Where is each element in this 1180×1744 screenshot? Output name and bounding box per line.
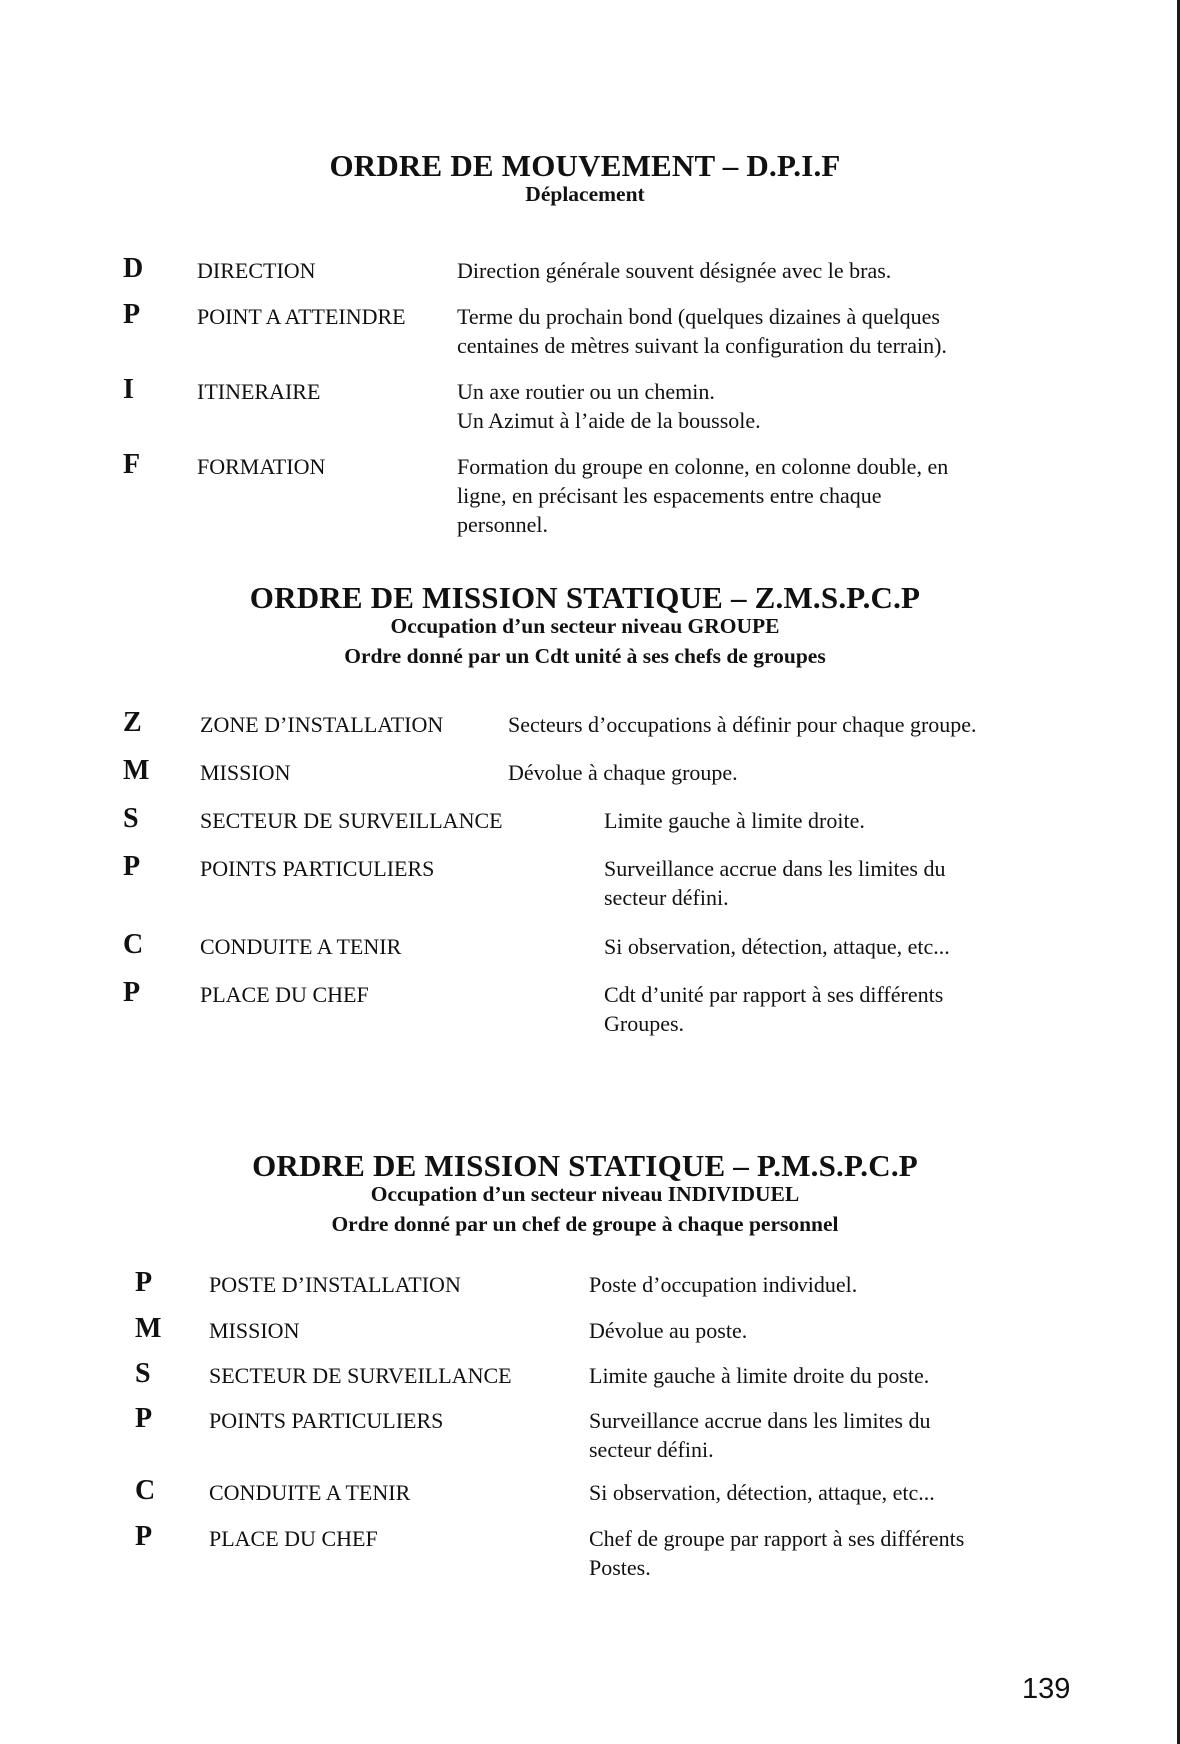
row-term: POINT A ATTEINDRE bbox=[197, 304, 406, 329]
row-term: SECTEUR DE SURVEILLANCE bbox=[200, 808, 503, 833]
section-title: ORDRE DE MOUVEMENT – D.P.I.F bbox=[329, 148, 841, 183]
table-row bbox=[0, 977, 1170, 1044]
row-letter: P bbox=[123, 977, 141, 1008]
row-term: POSTE D’INSTALLATION bbox=[209, 1272, 461, 1297]
row-description: Terme du prochain bond (quelques dizaines à quelques centaines de mètres suivant la configuration du terrain). bbox=[457, 304, 947, 358]
row-description: Surveillance accrue dans les limites du secteur défini. bbox=[604, 856, 946, 910]
section-heading-pmspcp bbox=[0, 1148, 1170, 1239]
row-letter: S bbox=[135, 1358, 151, 1389]
row-term: ITINERAIRE bbox=[197, 379, 321, 404]
row-description: Limite gauche à limite droite du poste. bbox=[589, 1363, 930, 1388]
row-description: Surveillance accrue dans les limites du secteur défini. bbox=[589, 1408, 931, 1462]
row-term: FORMATION bbox=[197, 454, 326, 479]
row-description: Dévolue à chaque groupe. bbox=[508, 760, 738, 785]
row-letter: M bbox=[135, 1313, 162, 1344]
page-number: 139 bbox=[1022, 1673, 1071, 1705]
row-letter: F bbox=[123, 449, 141, 480]
row-term: CONDUITE A TENIR bbox=[209, 1480, 411, 1505]
row-term: SECTEUR DE SURVEILLANCE bbox=[209, 1363, 512, 1388]
section-heading-dpif bbox=[0, 148, 1170, 209]
row-description: Un axe routier ou un chemin. Un Azimut à l’aide de la boussole. bbox=[457, 379, 761, 433]
row-description: Si observation, détection, attaque, etc... bbox=[604, 934, 950, 959]
row-letter: D bbox=[123, 253, 144, 284]
row-term: POINTS PARTICULIERS bbox=[209, 1408, 444, 1433]
row-term: DIRECTION bbox=[197, 258, 316, 283]
section-subtitle: Ordre donné par un Cdt unité à ses chefs de groupes bbox=[344, 644, 826, 668]
table-row bbox=[0, 1403, 1170, 1470]
row-description: Cdt d’unité par rapport à ses différents Groupes. bbox=[604, 982, 944, 1036]
row-term: CONDUITE A TENIR bbox=[200, 934, 402, 959]
section-subtitle: Ordre donné par un chef de groupe à chaque personnel bbox=[331, 1212, 839, 1236]
row-term: PLACE DU CHEF bbox=[209, 1526, 378, 1551]
section-title: ORDRE DE MISSION STATIQUE – Z.M.S.P.C.P bbox=[249, 580, 921, 615]
section-subtitle: Occupation d’un secteur niveau GROUPE bbox=[390, 614, 780, 638]
row-letter: P bbox=[135, 1403, 153, 1434]
row-letter: M bbox=[123, 755, 150, 786]
section-heading-zmspcp bbox=[0, 580, 1170, 671]
table-row bbox=[0, 1521, 1170, 1588]
row-letter: P bbox=[123, 299, 141, 330]
row-description: Chef de groupe par rapport à ses différents Postes. bbox=[589, 1526, 965, 1580]
row-letter: P bbox=[123, 851, 141, 882]
row-letter: I bbox=[123, 374, 134, 405]
row-term: MISSION bbox=[209, 1318, 300, 1343]
row-letter: S bbox=[123, 803, 139, 834]
row-term: PLACE DU CHEF bbox=[200, 982, 369, 1007]
section-title: ORDRE DE MISSION STATIQUE – P.M.S.P.C.P bbox=[252, 1148, 918, 1183]
row-description: Poste d’occupation individuel. bbox=[589, 1272, 858, 1297]
table-row bbox=[0, 449, 1170, 537]
row-letter: Z bbox=[123, 707, 142, 738]
row-description: Dévolue au poste. bbox=[589, 1318, 748, 1343]
row-letter: C bbox=[123, 929, 144, 960]
row-description: Limite gauche à limite droite. bbox=[604, 808, 865, 833]
row-term: POINTS PARTICULIERS bbox=[200, 856, 435, 881]
section-subtitle: Déplacement bbox=[525, 182, 645, 206]
row-description: Formation du groupe en colonne, en colonne double, en ligne, en précisant les espacements entre chaque personnel. bbox=[457, 454, 949, 537]
row-description: Si observation, détection, attaque, etc... bbox=[589, 1480, 935, 1505]
row-description: Direction générale souvent désignée avec le bras. bbox=[457, 258, 892, 283]
row-term: MISSION bbox=[200, 760, 291, 785]
table-row bbox=[0, 374, 1170, 441]
section-subtitle: Occupation d’un secteur niveau INDIVIDUEL bbox=[370, 1182, 800, 1206]
table-row bbox=[0, 851, 1170, 918]
row-description: Secteurs d’occupations à définir pour chaque groupe. bbox=[508, 712, 977, 737]
row-term: ZONE D’INSTALLATION bbox=[200, 712, 444, 737]
row-letter: P bbox=[135, 1521, 153, 1552]
table-row bbox=[0, 299, 1170, 366]
row-letter: C bbox=[135, 1475, 156, 1506]
row-letter: P bbox=[135, 1267, 153, 1298]
